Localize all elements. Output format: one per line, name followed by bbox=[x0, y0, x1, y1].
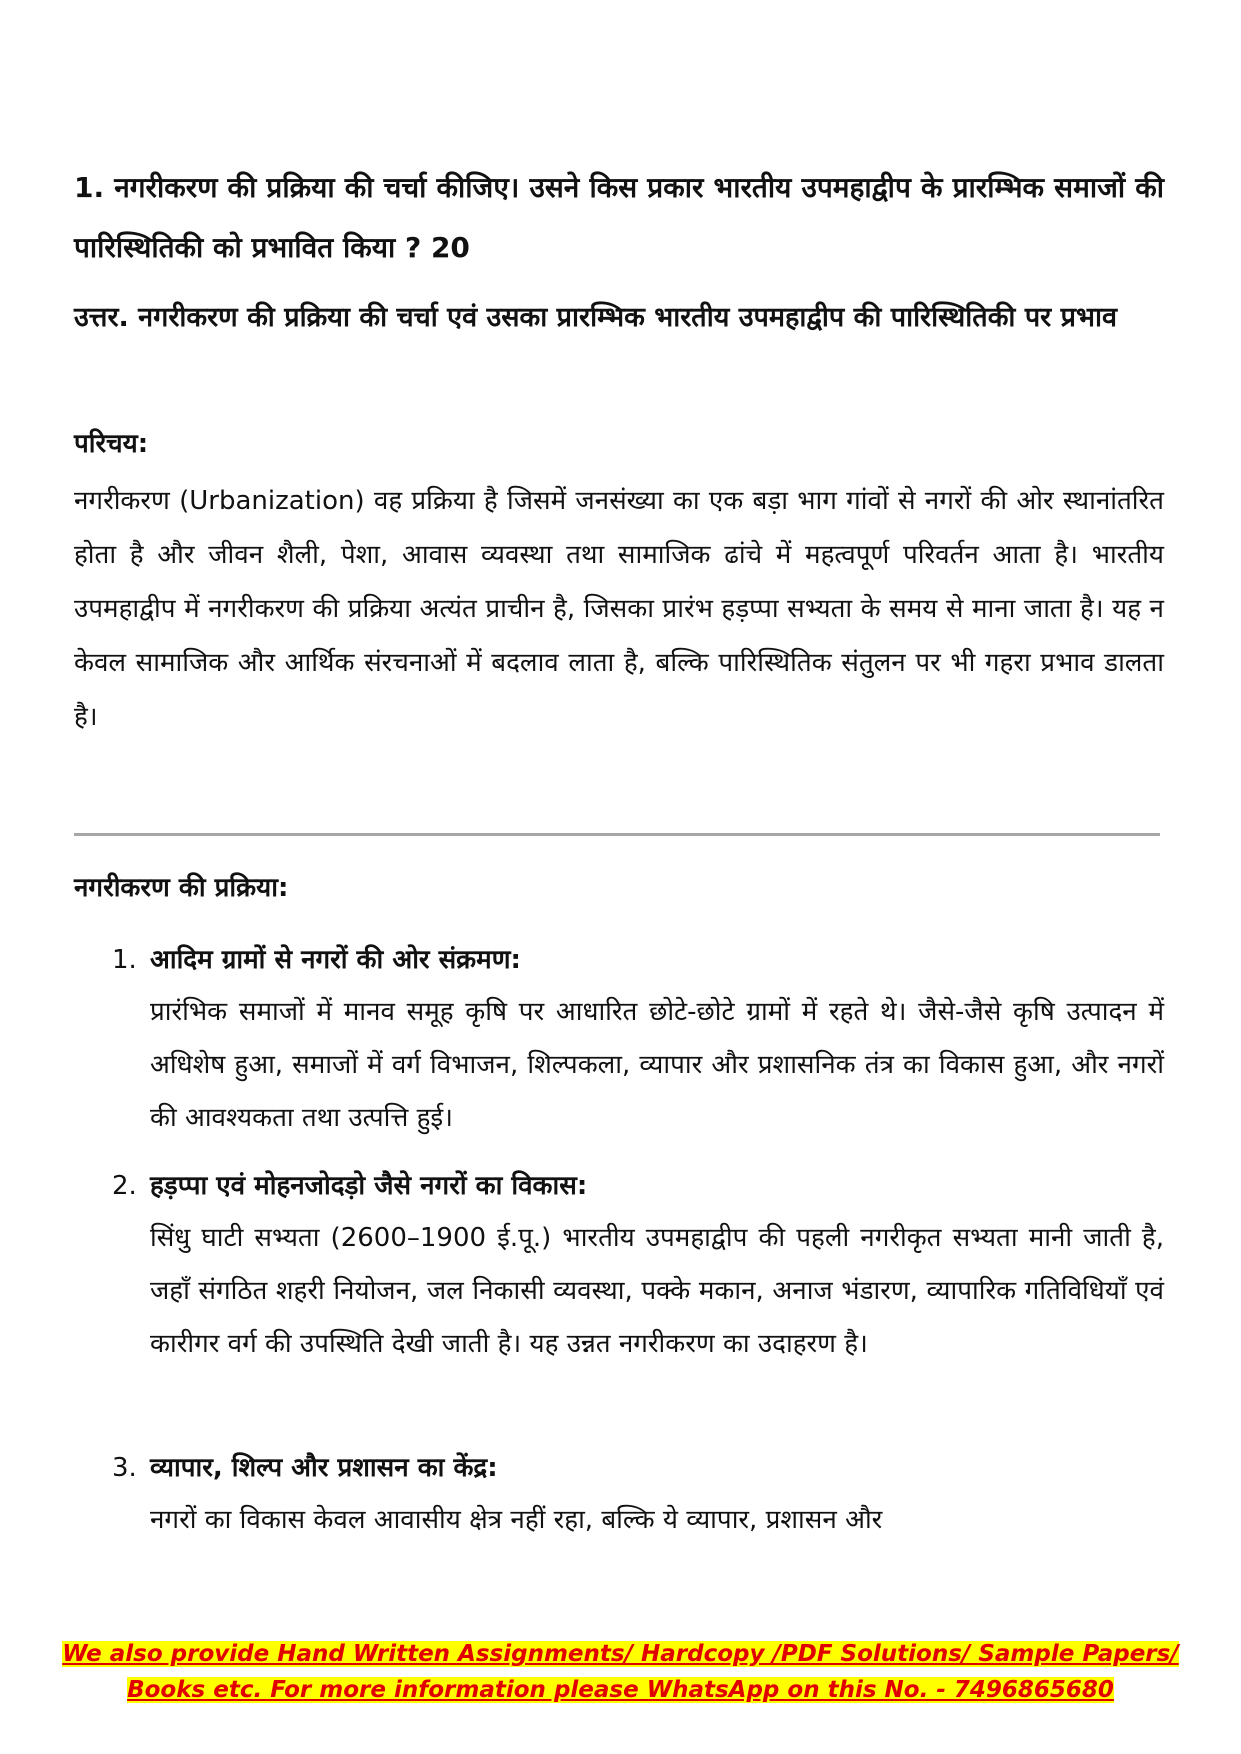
process-heading: नगरीकरण की प्रक्रिया: bbox=[74, 873, 289, 903]
list-item-title: आदिम ग्रामों से नगरों की ओर संक्रमण: bbox=[150, 945, 521, 975]
list-item-title: हड़प्पा एवं मोहनजोदड़ो जैसे नगरों का विकास: bbox=[150, 1171, 588, 1201]
question-text: 1. नगरीकरण की प्रक्रिया की चर्चा कीजिए। उसने किस प्रकार भारतीय उपमहाद्वीप के प्रारम्भिक समाजों की पारिस्थितिकी को प्रभावित किया ? 20 bbox=[74, 171, 1164, 264]
section-divider bbox=[74, 833, 1160, 836]
list-item-body: नगरों का विकास केवल आवासीय क्षेत्र नहीं रहा, बल्कि ये व्यापार, प्रशासन और bbox=[150, 1505, 883, 1535]
list-item-body: सिंधु घाटी सभ्यता (2600–1900 ई.पू.) भारतीय उपमहाद्वीप की पहली नगरीकृत सभ्यता मानी जाती है, जहाँ संगठित शहरी नियोजन, जल निकासी व्यवस्था, पक्के मकान, अनाज भंडारण, व्यापारिक गतिविधियाँ एवं कारीगर वर्ग की उपस्थिति देखी जाती है। यह उन्नत नगरीकरण का उदाहरण है। bbox=[150, 1223, 1164, 1359]
list-item-number: 2. bbox=[112, 1171, 137, 1201]
list-item bbox=[112, 1166, 1164, 1371]
list-item-body: प्रारंभिक समाजों में मानव समूह कृषि पर आधारित छोटे-छोटे ग्रामों में रहते थे। जैसे-जैसे कृषि उत्पादन में अधिशेष हुआ, समाजों में वर्ग विभाजन, शिल्पकला, व्यापार और प्रशासनिक तंत्र का विकास हुआ, और नगरों की आवश्यकता तथा उत्पत्ति हुई। bbox=[150, 997, 1164, 1133]
list-item-title-row bbox=[112, 1448, 1164, 1488]
answer-heading: उत्तर. नगरीकरण की प्रक्रिया की चर्चा एवं उसका प्रारम्भिक भारतीय उपमहाद्वीप की पारिस्थितिकी पर प्रभाव bbox=[74, 302, 1117, 333]
list-item-title-row bbox=[112, 940, 1164, 980]
list-item-title-row bbox=[112, 1166, 1164, 1206]
list-item bbox=[112, 940, 1164, 1145]
promo-footer bbox=[0, 1636, 1241, 1708]
list-item bbox=[112, 1448, 1164, 1547]
promo-footer-line-2: Books etc. For more information please WhatsApp on this No. - 7496865680 bbox=[127, 1677, 1114, 1703]
list-item-title: व्यापार, शिल्प और प्रशासन का केंद्र: bbox=[150, 1453, 498, 1483]
list-item-number: 1. bbox=[112, 945, 137, 975]
intro-paragraph: नगरीकरण (Urbanization) वह प्रक्रिया है जिसमें जनसंख्या का एक बड़ा भाग गांवों से नगरों की ओर स्थानांतरित होता है और जीवन शैली, पेशा, आवास व्यवस्था तथा सामाजिक ढांचे में महत्वपूर्ण परिवर्तन आता है। भारतीय उपमहाद्वीप में नगरीकरण की प्रक्रिया अत्यंत प्राचीन है, जिसका प्रारंभ हड़प्पा सभ्यता के समय से माना जाता है। यह न केवल सामाजिक और आर्थिक संरचनाओं में बदलाव लाता है, बल्कि पारिस्थितिक संतुलन पर भी गहरा प्रभाव डालता है। bbox=[74, 486, 1164, 732]
promo-footer-line-1: We also provide Hand Written Assignments/ Hardcopy /PDF Solutions/ Sample Papers/ bbox=[62, 1641, 1179, 1667]
list-item-number: 3. bbox=[112, 1453, 137, 1483]
intro-heading: परिचय: bbox=[74, 429, 149, 459]
